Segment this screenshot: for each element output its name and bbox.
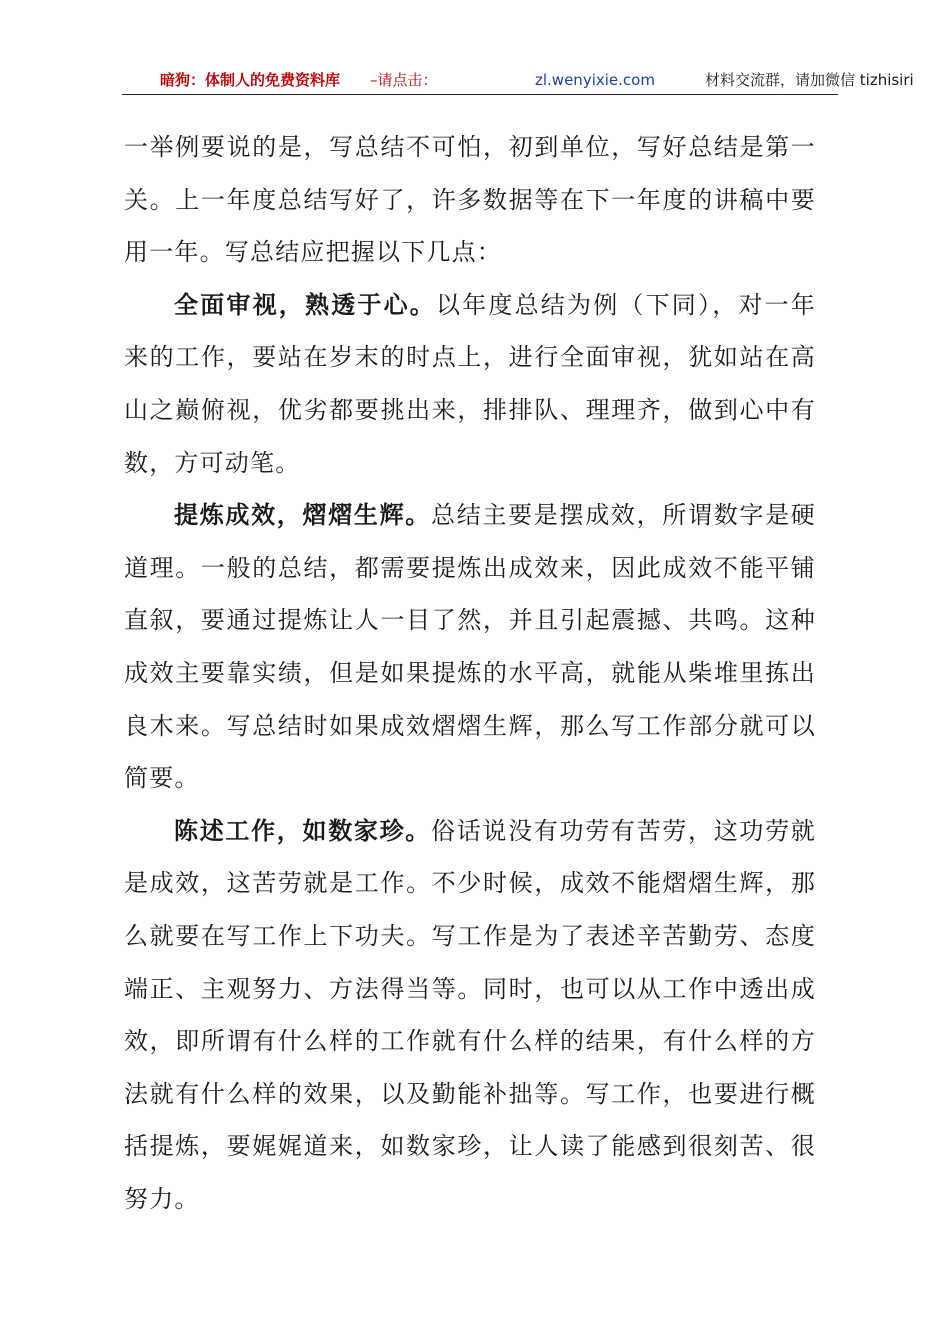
paragraph-work [124,805,816,1226]
header-link[interactable]: zl.wenyixie.com [535,71,655,89]
paragraph-intro [124,121,816,279]
paragraph-text: 以年度总结为例（下同），对一年来的工作，要站在岁末的时点上，进行全面审视，犹如站在高山之巅俯视，优劣都要挑出来，排排队、理理齐，做到心中有数，方可动笔。 [124,290,816,477]
paragraph-lead: 提炼成效，熠熠生辉。 [174,501,431,530]
paragraph-text: 一举例要说的是，写总结不可怕，初到单位，写好总结是第一关。上一年度总结写好了，许多数据等在下一年度的讲稿中要用一年。写总结应把握以下几点： [124,133,816,267]
paragraph-lead: 全面审视，熟透于心。 [174,290,436,319]
page-header [122,68,914,95]
header-brand: 暗狗：体制人的免费资料库 [160,71,341,89]
paragraph-lead: 陈述工作，如数家珍。 [174,816,431,845]
paragraph-text: 总结主要是摆成效，所谓数字是硬道理。一般的总结，都需要提炼出成效来，因此成效不能平铺直叙，要通过提炼让人一目了然，并且引起震撼、共鸣。这种成效主要靠实绩，但是如果提炼的水平高，就能从柴堆里拣出良木来。写总结时如果成效熠熠生辉，那么写工作部分就可以简要。 [124,501,816,793]
paragraph-text: 俗话说没有功劳有苦劳，这功劳就是成效，这苦劳就是工作。不少时候，成效不能熠熠生辉，那么就要在写工作上下功夫。写工作是为了表述辛苦勤劳、态度端正、主观努力、方法得当等。同时，也可以从工作中透出成效，即所谓有什么样的工作就有什么样的结果，有什么样的方法就有什么样的效果，以及勤能补拙等。写工作，也要进行概括提炼，要娓娓道来，如数家珍，让人读了能感到很刻苦、很努力。 [124,816,816,1213]
header-prompt: –请点击： [370,71,438,89]
paragraph-review [124,279,816,489]
paragraph-results [124,489,816,805]
document-body [124,121,816,1225]
header-group-info: 材料交流群，请加微信 tizhisiri [705,71,914,89]
